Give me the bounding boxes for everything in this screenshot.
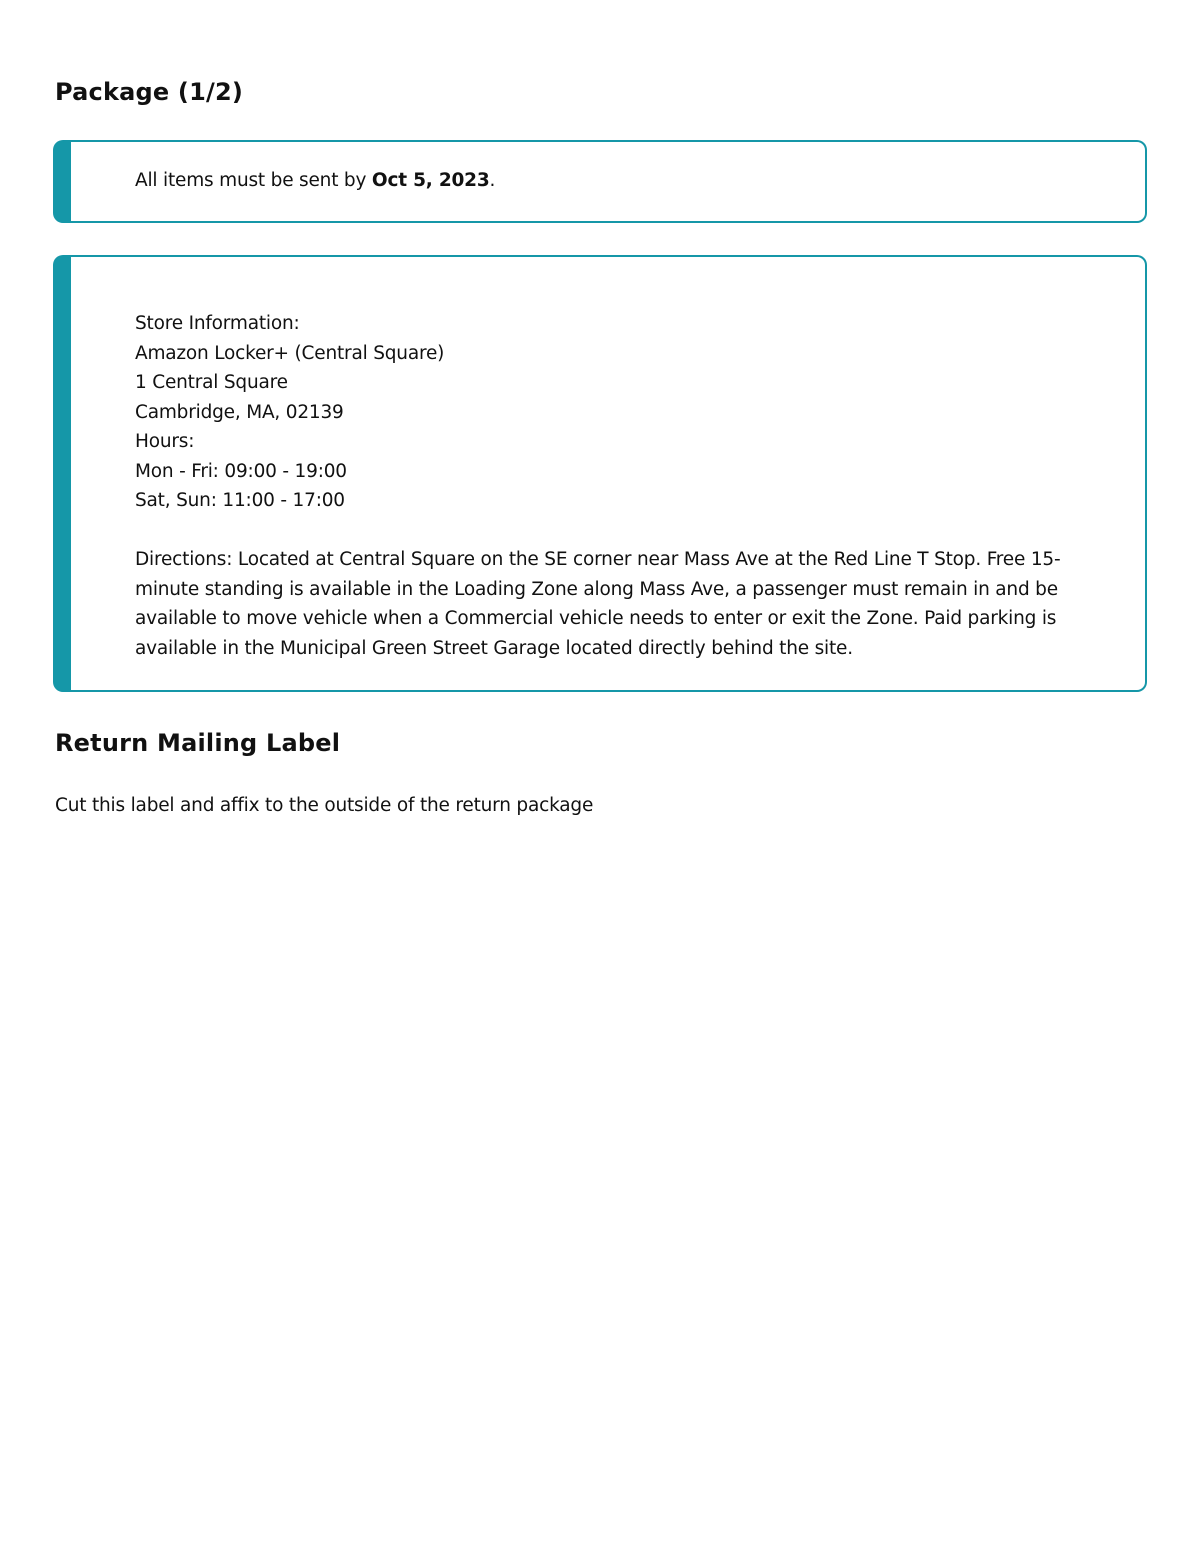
package-title: Package (1/2) [55,78,244,106]
deadline-prefix: All items must be sent by [135,170,372,191]
store-address-line1: 1 Central Square [135,372,288,393]
deadline-date: Oct 5, 2023 [371,170,490,191]
store-hours-heading: Hours: [135,431,195,452]
return-label-title: Return Mailing Label [55,729,341,757]
deadline-suffix: . [489,170,496,191]
store-address-line2: Cambridge, MA, 02139 [135,401,344,423]
store-hours-weekend: Sat, Sun: 11:00 - 17:00 [135,490,345,511]
spacer [135,516,1083,546]
store-information-box [53,255,1147,692]
store-hours-weekday: Mon - Fri: 09:00 - 19:00 [135,460,347,482]
deadline-notice [53,140,1147,223]
return-label-instruction: Cut this label and affix to the outside of the return package [55,795,594,816]
store-info-heading: Store Information: [135,313,300,334]
store-directions: Directions: Located at Central Square on the SE corner near Mass Ave at the Red Line T Stop. Free 15-minute standing is available in the Loading Zone along Mass Ave, a passenger must remain in and be available to move vehicle when a Commercial vehicle needs to enter or exit the Zone. Paid parking is available in the Municipal Green Street Garage located directly behind the site. [135,549,1061,659]
store-name: Amazon Locker+ (Central Square) [135,342,445,364]
store-information-text [135,309,1083,663]
deadline-text [135,166,1083,196]
